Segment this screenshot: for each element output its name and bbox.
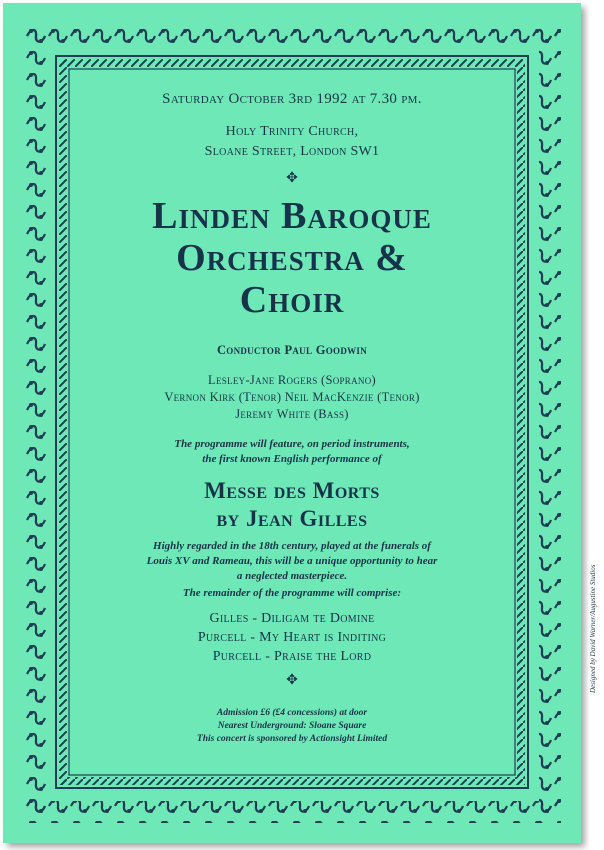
admission: Admission £6 (£4 concessions) at door xyxy=(216,708,368,718)
poster-title xyxy=(73,195,511,321)
soloists xyxy=(73,372,511,423)
work-title: Messe des Morts xyxy=(204,478,380,503)
description-line: Louis XV and Rameau, this will be a unique opportunity to hear xyxy=(146,555,438,567)
ornament-icon: ✥ xyxy=(286,171,298,186)
design-credit: Designed by David Warner/Augustine Studios xyxy=(589,564,597,693)
soloist-line: Vernon Kirk (Tenor) Neil MacKenzie (Tenor) xyxy=(164,390,420,404)
venue xyxy=(73,122,511,162)
description-line: Highly regarded in the 18th century, played at the funerals of xyxy=(153,540,431,552)
title-line-1: Linden Baroque xyxy=(152,195,432,237)
programme-item: Purcell - My Heart is Inditing xyxy=(197,630,387,645)
title-line-2: Orchestra & xyxy=(176,237,408,279)
conductor: Conductor Paul Goodwin xyxy=(216,343,368,357)
work-composer: by Jean Gilles xyxy=(216,506,368,531)
footer-info xyxy=(73,707,511,746)
underground: Nearest Underground: Sloane Square xyxy=(217,721,367,731)
soloist-line: Lesley-Jane Rogers (Soprano) xyxy=(208,373,376,387)
venue-line-2: Sloane Street, London SW1 xyxy=(204,144,380,159)
programme-item: Purcell - Praise the Lord xyxy=(212,649,372,664)
programme-list xyxy=(73,609,511,666)
description xyxy=(73,539,511,584)
venue-line-1: Holy Trinity Church, xyxy=(225,124,359,139)
intro-line: the first known English performance of xyxy=(202,453,382,465)
poster-content xyxy=(73,91,511,746)
intro-line: The programme will feature, on period instruments, xyxy=(174,438,410,450)
soloist-line: Jeremy White (Bass) xyxy=(235,407,349,421)
ornament-icon: ✥ xyxy=(286,673,298,688)
intro-text xyxy=(73,437,511,467)
poster-sheet xyxy=(3,3,597,843)
concert-date: Saturday October 3rd 1992 at 7.30 pm. xyxy=(162,91,422,107)
description-line: a neglected masterpiece. xyxy=(236,570,348,582)
featured-work xyxy=(73,477,511,533)
programme-item: Gilles - Diligam te Domine xyxy=(209,611,375,626)
title-line-3: Choir xyxy=(239,279,345,321)
remainder-text: The remainder of the programme will comprise: xyxy=(182,587,402,599)
sponsor: This concert is sponsored by Actionsight Limited xyxy=(196,734,388,744)
